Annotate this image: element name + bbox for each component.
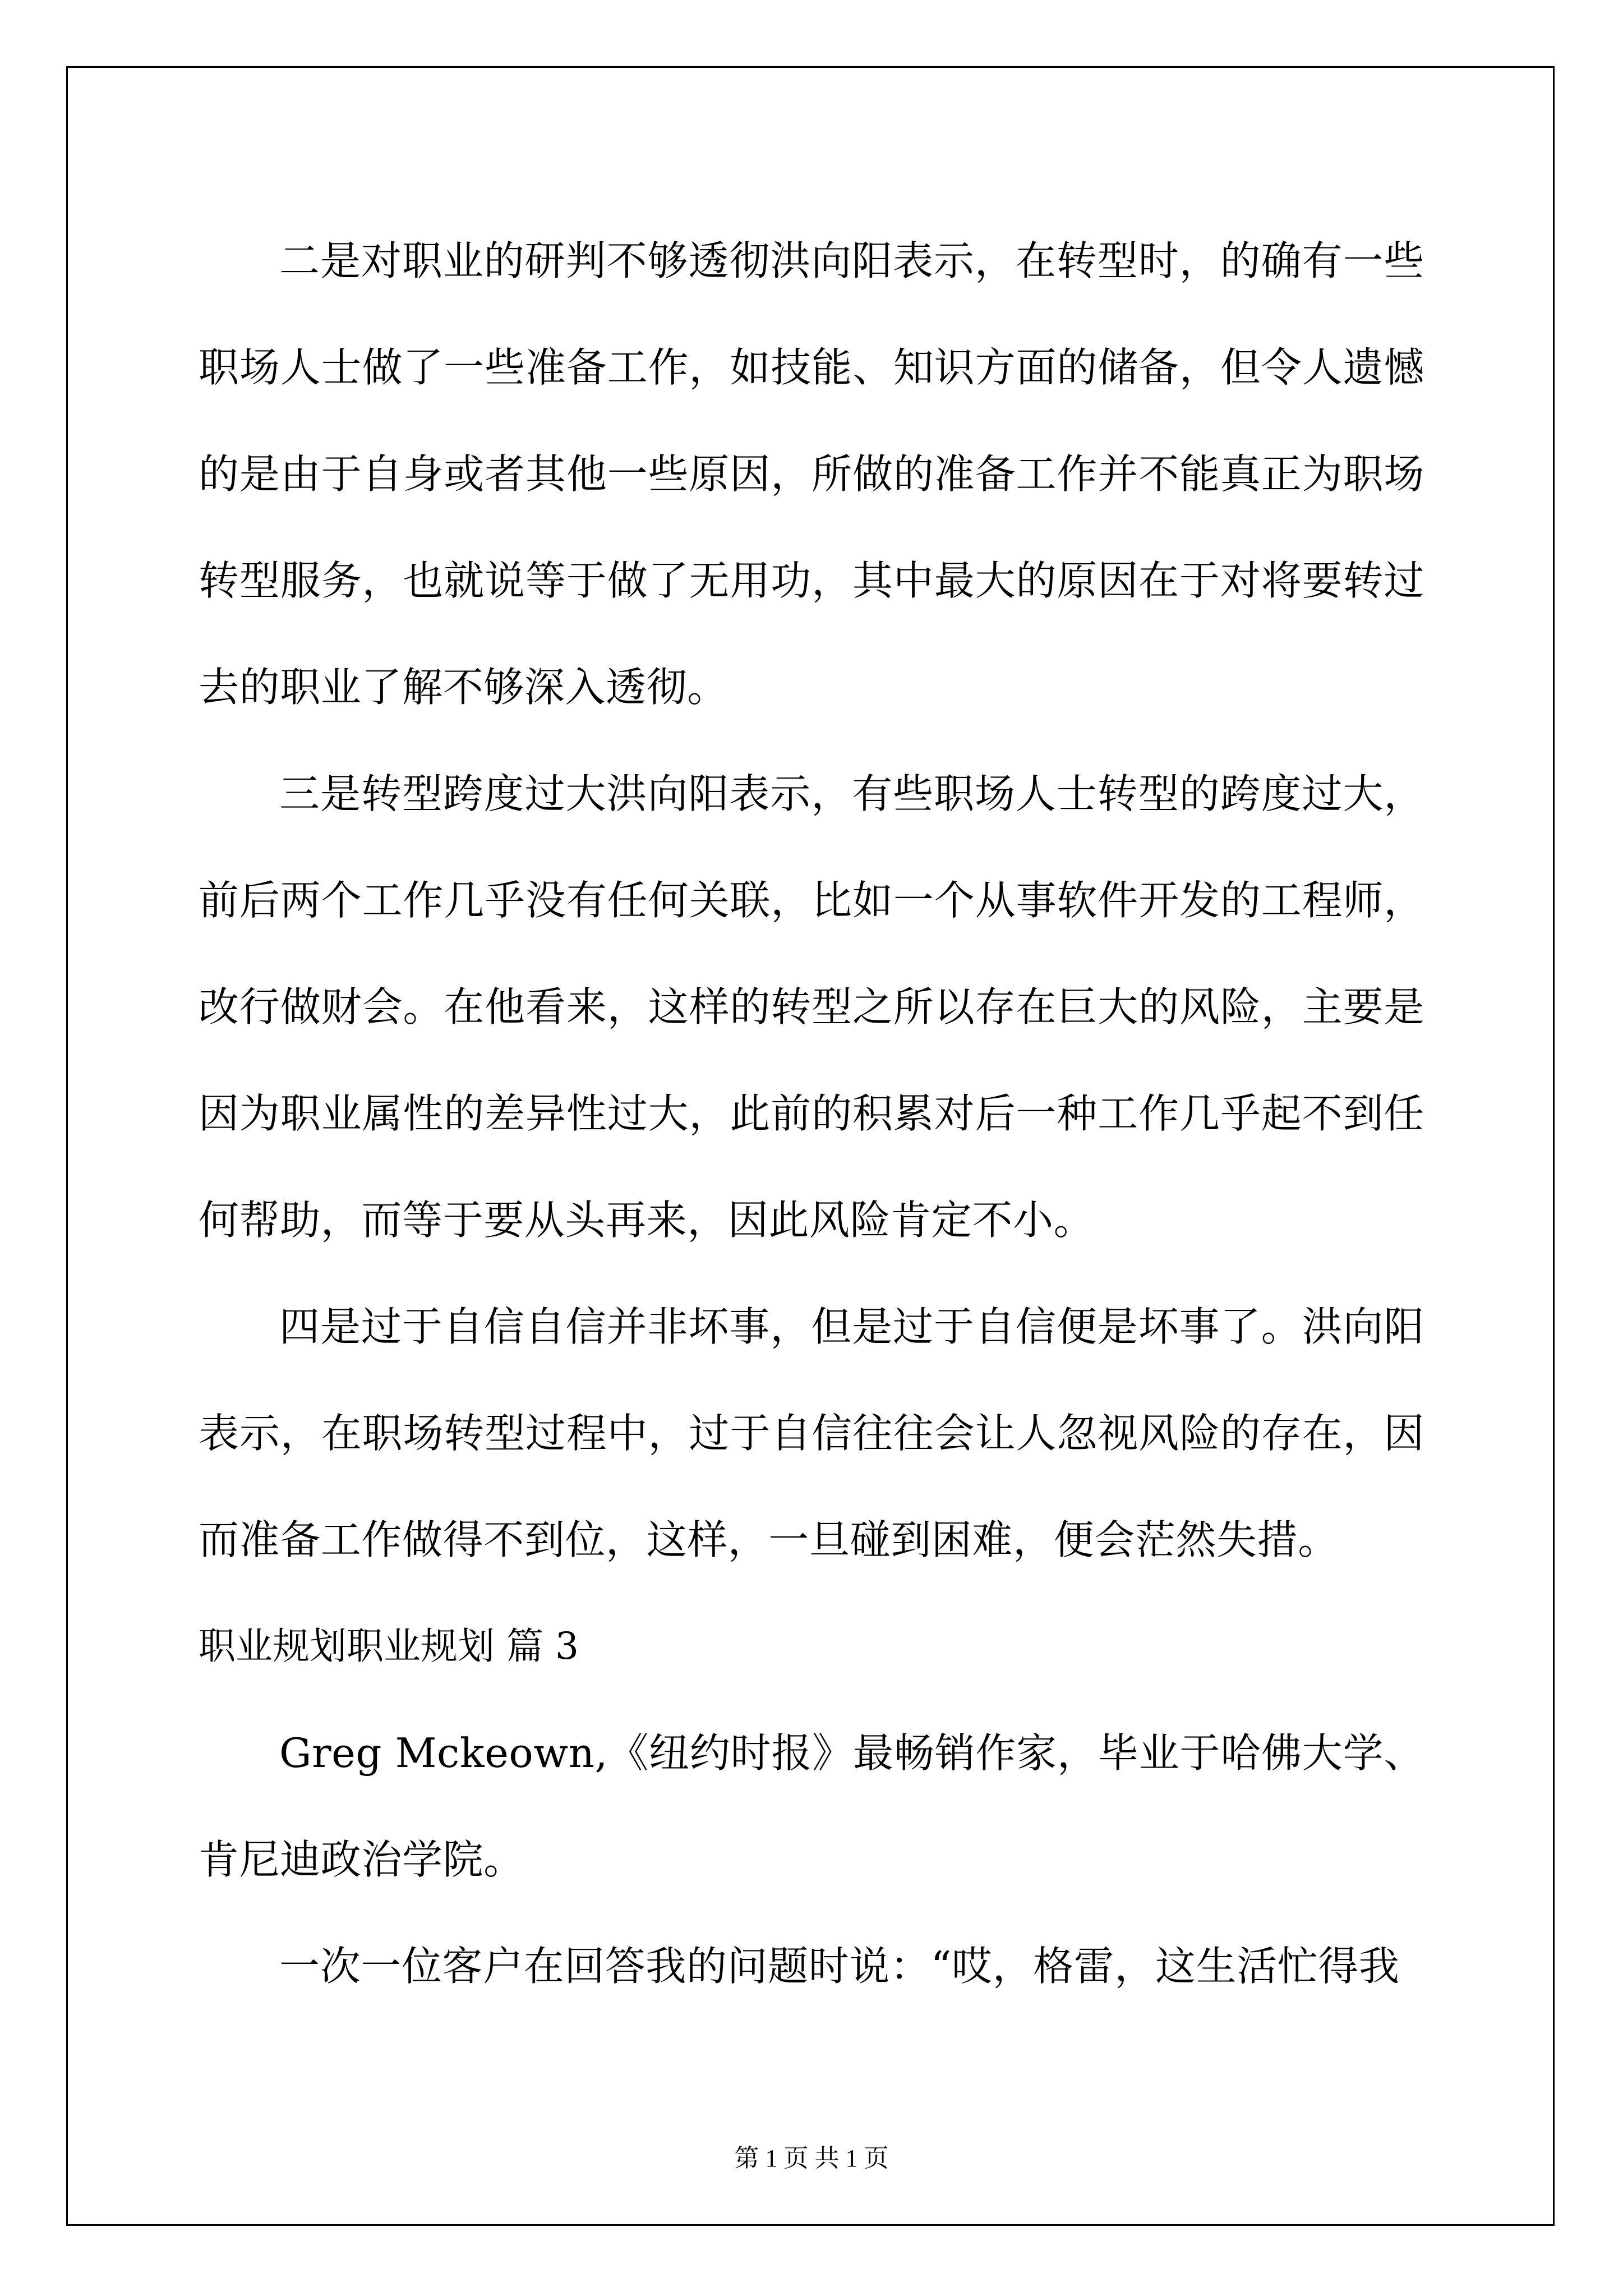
paragraph-4: 四是过于自信自信并非坏事，但是过于自信便是坏事了。洪向阳表示，在职场转型过程中，过于自信往往会让人忽视风险的存在，因而准备工作做得不到位，这样，一旦碰到困难，便会茫然失措。 [199,1303,1424,1563]
paragraph-3: 三是转型跨度过大洪向阳表示，有些职场人士转型的跨度过大，前后两个工作几乎没有任何关联，比如一个从事软件开发的工程师，改行做财会。在他看来，这样的转型之所以存在巨大的风险，主要是因为职业属性的差异性过大，此前的积累对后一种工作几乎起不到任何帮助，而等于要从头再来，因此风险肯定不小。 [199,770,1424,1244]
author-intro-paragraph: Greg Mckeown,《纽约时报》最畅销作家，毕业于哈佛大学、肯尼迪政治学院。 [199,1729,1424,1883]
client-quote-paragraph: 一次一位客户在回答我的问题时说：“哎，格雷，这生活忙得我 [279,1943,1400,1990]
paragraph-2: 二是对职业的研判不够透彻洪向阳表示，在转型时，的确有一些职场人士做了一些准备工作，如技能、知识方面的储备，但令人遗憾的是由于自身或者其他一些原因，所做的准备工作并不能真正为职场转型服务，也就说等于做了无用功，其中最大的原因在于对将要转过去的职业了解不够深入透彻。 [199,237,1424,711]
section-heading: 职业规划职业规划 篇 3 [199,1625,579,1668]
document-body [199,208,1424,2019]
page-footer: 第 1 页 共 1 页 [734,2145,889,2172]
